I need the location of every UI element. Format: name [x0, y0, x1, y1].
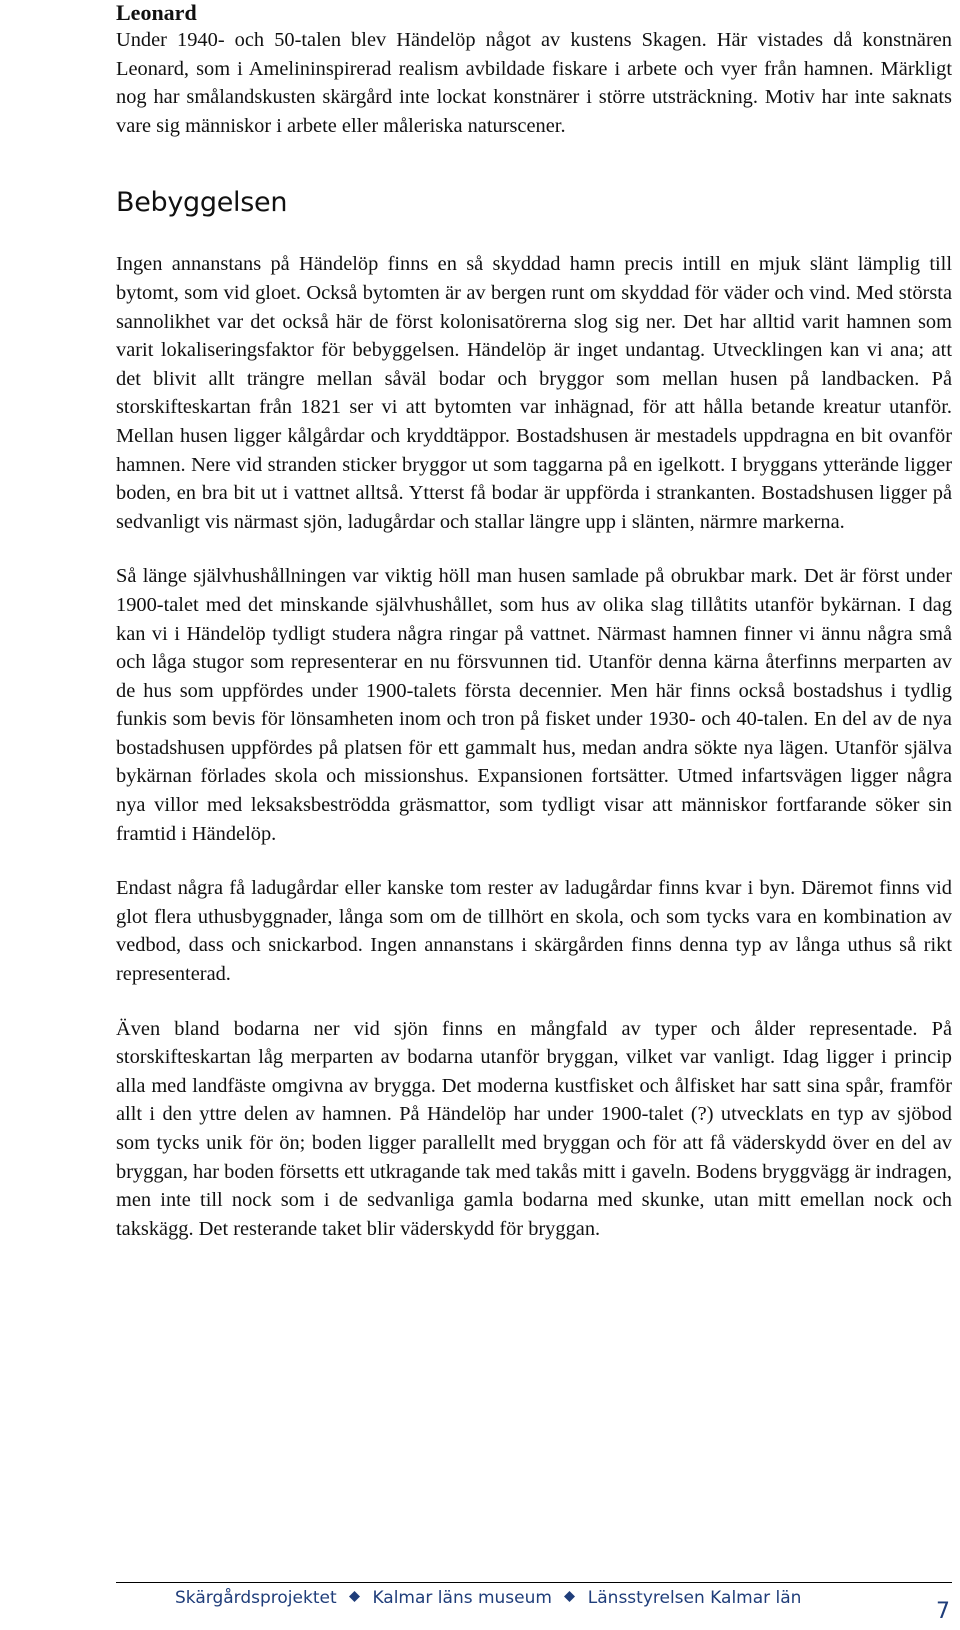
footer-part-kalmar-lans-museum: Kalmar läns museum: [372, 1588, 552, 1608]
footer-divider: [116, 1582, 952, 1583]
diamond-icon: [564, 1591, 575, 1602]
footer-part-skargardsprojektet: Skärgårdsprojektet: [175, 1588, 337, 1608]
paragraph-bebyggelsen-2: Så länge självhushållningen var viktig höll man husen samlade på obrukbar mark. Det är först under 1900-talet med det minskande självhushållet, som hus av olika slag tillåtits utanför bykärnan. I dag kan vi i Händelöp tydligt studera några ringar på vattnet. Närmast hamnen finner vi ännu några små och låga stugor som representerar en nu försvunnen tid. Utanför denna kärna återfinns merparten av de hus som uppfördes under 1900-talets första decennier. Men här finns också bostadshus i tydlig funkis som bevis för lönsamheten inom och tron på fisket under 1930- och 40-talen. En del av de nya bostadshusen uppfördes på platsen för ett gammalt hus, medan andra sökte nya lägen. Utanför själva bykärnan förlades skola och missionshus. Expansionen fortsätter. Utmed infartsvägen ligger några nya villor med leksaksbeströdda gräsmattor, som tydligt visar att människor fortfarande söker sin framtid i Händelöp.: [116, 565, 952, 845]
document-page: [116, 0, 952, 1243]
footer-part-lansstyrelsen: Länsstyrelsen Kalmar län: [587, 1588, 802, 1608]
section-heading-bebyggelsen: Bebyggelsen: [116, 187, 288, 219]
page-number: 7: [936, 1599, 950, 1624]
paragraph-bebyggelsen-1: Ingen annanstans på Händelöp finns en så skyddad hamn precis intill en mjuk slänt lämplig till bytomt, som vid gloet. Också bytomten är av bergen runt om skyddad för väder och vind. Med största sannolikhet var det också här de först kolonisatörerna slog sig ner. Det har alltid varit hamnen som varit lokaliseringsfaktor för bebyggelsen. Händelöp är inget undantag. Utvecklingen kan vi ana; att det blivit allt trängre mellan såväl bodar och bryggor som mellan husen på landbacken. På storskifteskartan från 1821 ser vi att bytomten var inhägnad, för att hålla betande kreatur utanför. Mellan husen ligger kålgårdar och kryddtäppor. Bostadshusen är mestadels uppdragna en bit ovanför hamnen. Nere vid stranden sticker bryggor ut som taggarna på en igelkott. I bryggans ytterände ligger boden, en bra bit ut i vattnet alltså. Ytterst få bodar är uppförda i strankanten. Bostadshusen ligger på sedvanligt vis närmast sjön, ladugårdar och stallar längre upp i slänten, närmre markerna.: [116, 253, 952, 533]
paragraph-bebyggelsen-4: Även bland bodarna ner vid sjön finns en mångfald av typer och ålder representade. På storskifteskartan låg merparten av bodarna utanför bryggan, vilket var vanligt. Idag ligger i princip alla med landfäste omgivna av brygga. Det moderna kustfisket och ålfisket har satt sina spår, framför allt i den yttre delen av hamnen. På Händelöp har under 1900-talet (?) utvecklats en typ av sjöbod som tycks unik för ön; boden ligger parallellt med bryggan och för att få väderskydd över en del av bryggan, har boden försetts ett utkragande tak med takås mitt i gaveln. Bodens bryggvägg är indragen, men inte till nock som i de sedvanliga gamla bodarna med skunke, utan mitt emellan nock och takskägg. Det resterande taket blir väderskydd för bryggan.: [116, 1017, 952, 1240]
paragraph-leonard: Under 1940- och 50-talen blev Händelöp något av kustens Skagen. Här vistades då konstnären Leonard, som i Amelininspirerad realism avbildade fiskare i arbete och vyer från hamnen. Märkligt nog har smålandskusten skärgård inte lockat konstnärer i större utsträckning. Motiv har inte saknats vare sig människor i arbete eller måleriska naturscener.: [116, 29, 952, 137]
section-title-leonard: Leonard: [116, 0, 197, 25]
footer: [175, 1586, 801, 1610]
paragraph-bebyggelsen-3: Endast några få ladugårdar eller kanske tom rester av ladugårdar finns kvar i byn. Däremot finns vid glot flera uthusbyggnader, långa som om de tillhört en skola, och som tycks vara en kombination av vedbod, dass och snickarbod. Ingen annanstans i skärgården finns denna typ av långa uthus så rikt representerad.: [116, 877, 952, 986]
diamond-icon: [349, 1591, 360, 1602]
